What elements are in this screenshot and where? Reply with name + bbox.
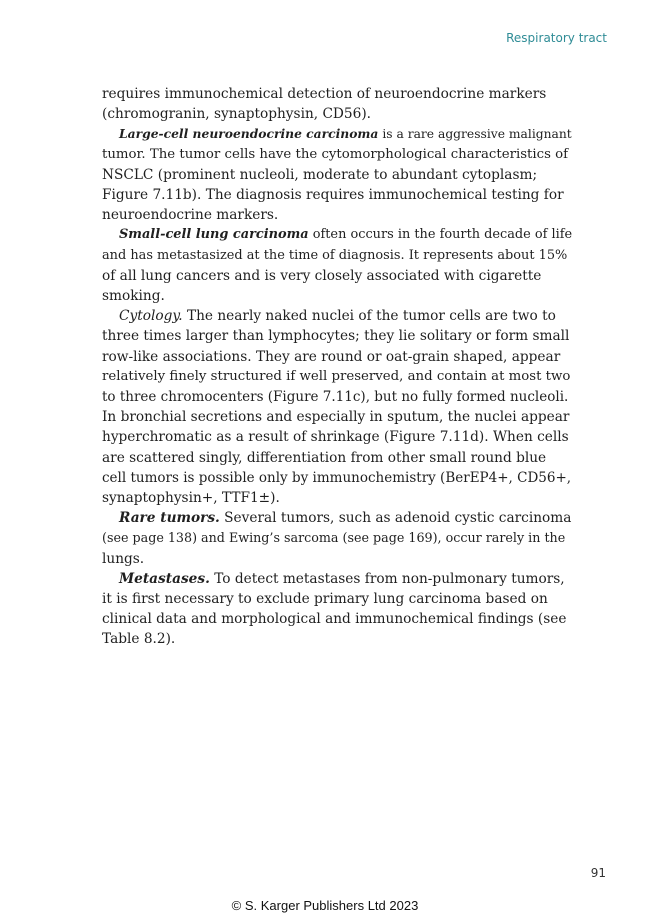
run-in-heading: Small-cell lung carcinoma (119, 227, 309, 243)
text-line: Figure 7.11b). The diagnosis requires immunochemical testing for (102, 187, 564, 204)
main-text (102, 84, 572, 650)
text-line: (see page 138) and Ewing’s sarcoma (see page 169), occur rarely in the (102, 530, 566, 546)
text-line: requires immunochemical detection of neuroendocrine markers (102, 86, 547, 102)
paragraph-large-cell: Large-cell neuroendocrine carcinoma is a rare aggressive malignant (119, 126, 572, 142)
text-line: smoking. (102, 288, 165, 305)
run-in-heading: Cytology. (119, 308, 183, 325)
text-line: (chromogranin, synaptophysin, CD56). (102, 106, 372, 123)
copyright-notice: © S. Karger Publishers Ltd 2023 (231, 898, 419, 913)
text-line: Table 8.2). (102, 631, 176, 648)
text-line: are scattered singly, differentiation from other small round blue (102, 449, 547, 466)
text-line: to three chromocenters (Figure 7.11c), but no fully formed nucleoli. (102, 389, 569, 406)
text-line: relatively finely structured if well preserved, and contain at most two (102, 368, 571, 384)
paragraph-small-cell: Small-cell lung carcinoma often occurs in the fourth decade of life (119, 227, 573, 243)
run-in-heading: Rare tumors. (119, 510, 220, 527)
text-line: synaptophysin+, TTF1±). (102, 490, 280, 507)
text-line: it is first necessary to exclude primary lung carcinoma based on (102, 591, 548, 608)
text-line: row-like associations. They are round or oat-grain shaped, appear (102, 348, 561, 365)
paragraph-rare-tumors: Rare tumors. Several tumors, such as adenoid cystic carcinoma (119, 510, 572, 527)
text-line: In bronchial secretions and especially in sputum, the nuclei appear (102, 409, 570, 426)
text-line: neuroendocrine markers. (102, 207, 279, 224)
text-line: and has metastasized at the time of diagnosis. It represents about 15% (102, 247, 568, 263)
text-line: hyperchromatic as a result of shrinkage (Figure 7.11d). When cells (102, 429, 569, 446)
paragraph-metastases: Metastases. To detect metastases from non-pulmonary tumors, (119, 570, 565, 587)
running-header: Respiratory tract (506, 31, 607, 45)
text-line: of all lung cancers and is very closely associated with cigarette (102, 267, 542, 284)
run-in-heading: Large-cell neuroendocrine carcinoma (119, 126, 379, 142)
text-line: three times larger than lymphocytes; they lie solitary or form small (102, 328, 570, 345)
paragraph-cytology: Cytology. The nearly naked nuclei of the tumor cells are two to (119, 308, 556, 325)
text-line: clinical data and morphological and immunochemical findings (see (102, 611, 567, 628)
text-line: NSCLC (prominent nucleoli, moderate to abundant cytoplasm; (102, 166, 538, 183)
text-line: cell tumors is possible only by immunochemistry (BerEP4+, CD56+, (102, 469, 572, 486)
text-line: lungs. (102, 550, 145, 567)
text-line: tumor. The tumor cells have the cytomorphological characteristics of (102, 146, 569, 162)
run-in-heading: Metastases. (119, 570, 210, 587)
page-number: 91 (590, 866, 606, 880)
